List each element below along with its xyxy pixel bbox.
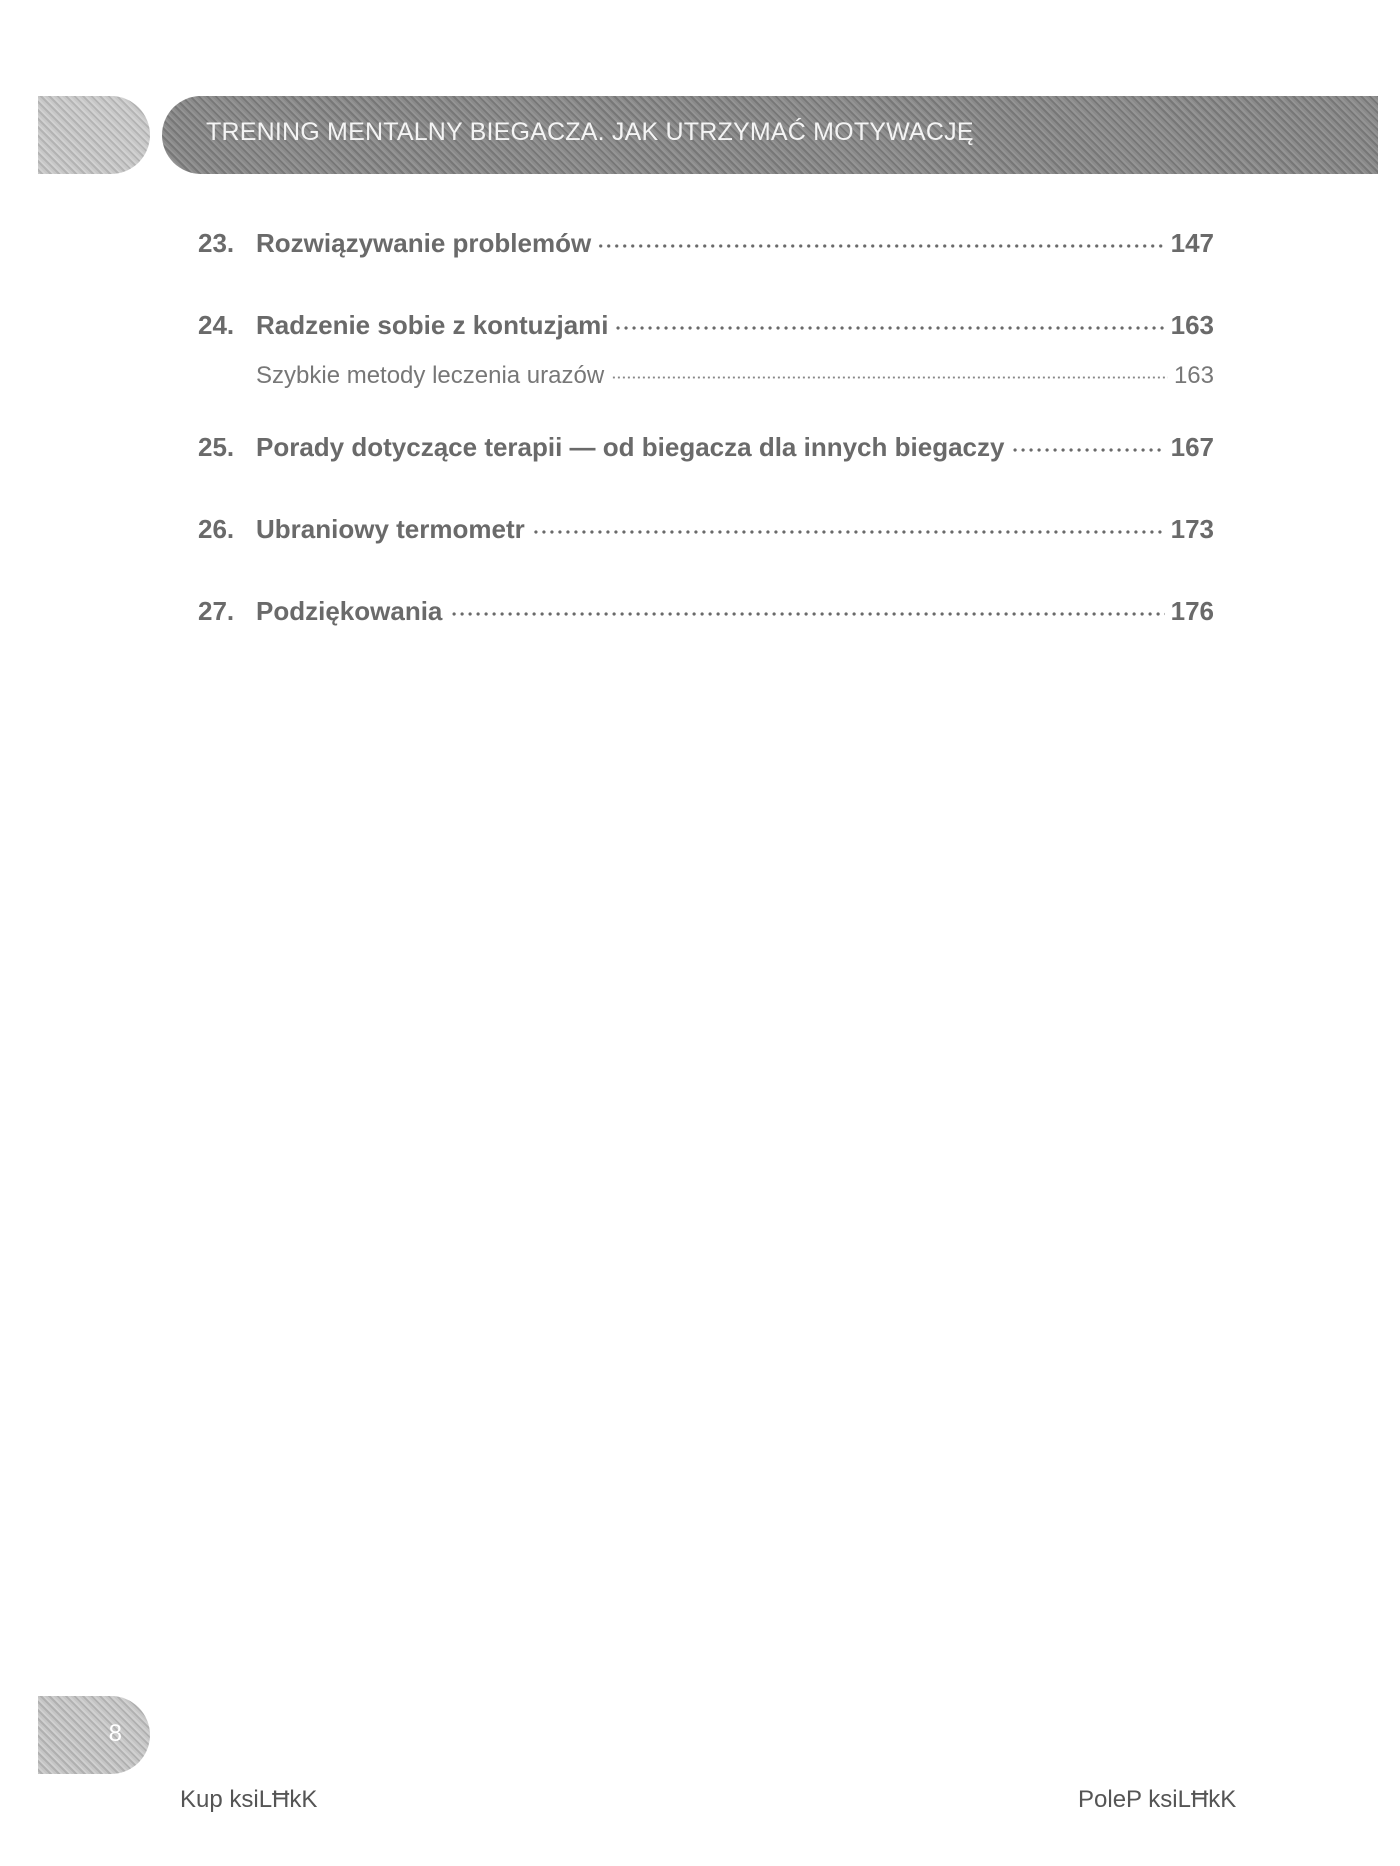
chapter-title: Podziękowania — [256, 596, 443, 626]
running-header — [162, 96, 1378, 174]
chapter-page: 176 — [1170, 596, 1214, 626]
toc-entry[interactable] — [198, 596, 1214, 648]
header-tab-decoration — [38, 96, 150, 174]
chapter-number: 24. — [198, 310, 235, 340]
section-title: Szybkie metody leczenia urazów — [256, 362, 605, 389]
chapter-title: Ubraniowy termometr — [256, 514, 525, 544]
dot-leader — [1010, 448, 1164, 452]
chapter-number: 25. — [198, 432, 235, 462]
chapter-page: 167 — [1170, 432, 1214, 462]
chapter-title: Porady dotyczące terapii — od biegacza dla innych biegaczy — [256, 432, 1005, 462]
book-title: TRENING MENTALNY BIEGACZA. JAK UTRZYMAĆ MOTYWACJĘ — [206, 118, 974, 146]
toc-entry[interactable] — [198, 432, 1214, 484]
chapter-page: 163 — [1170, 310, 1214, 340]
dot-leader — [448, 612, 1164, 616]
dot-leader — [597, 244, 1164, 248]
dot-leader — [615, 326, 1165, 330]
chapter-page: 147 — [1170, 228, 1214, 258]
toc-subentry[interactable] — [198, 362, 1214, 402]
toc-entry[interactable] — [198, 228, 1214, 280]
buy-book-link[interactable]: Kup ksiLĦkK — [180, 1786, 318, 1813]
toc-entry[interactable] — [198, 310, 1214, 402]
chapter-number: 23. — [198, 228, 235, 258]
dot-leader — [610, 376, 1168, 379]
chapter-number: 26. — [198, 514, 235, 544]
chapter-title: Rozwiązywanie problemów — [256, 228, 592, 258]
chapter-title: Radzenie sobie z kontuzjami — [256, 310, 609, 340]
section-page: 163 — [1173, 362, 1214, 389]
toc-entry[interactable] — [198, 514, 1214, 566]
chapter-page: 173 — [1170, 514, 1214, 544]
table-of-contents — [198, 228, 1214, 678]
chapter-number: 27. — [198, 596, 235, 626]
dot-leader — [531, 530, 1165, 534]
recommend-book-link[interactable]: PoleP ksiLĦkK — [1078, 1786, 1237, 1813]
page-number-tab — [38, 1696, 150, 1774]
page-number: 8 — [108, 1720, 122, 1747]
